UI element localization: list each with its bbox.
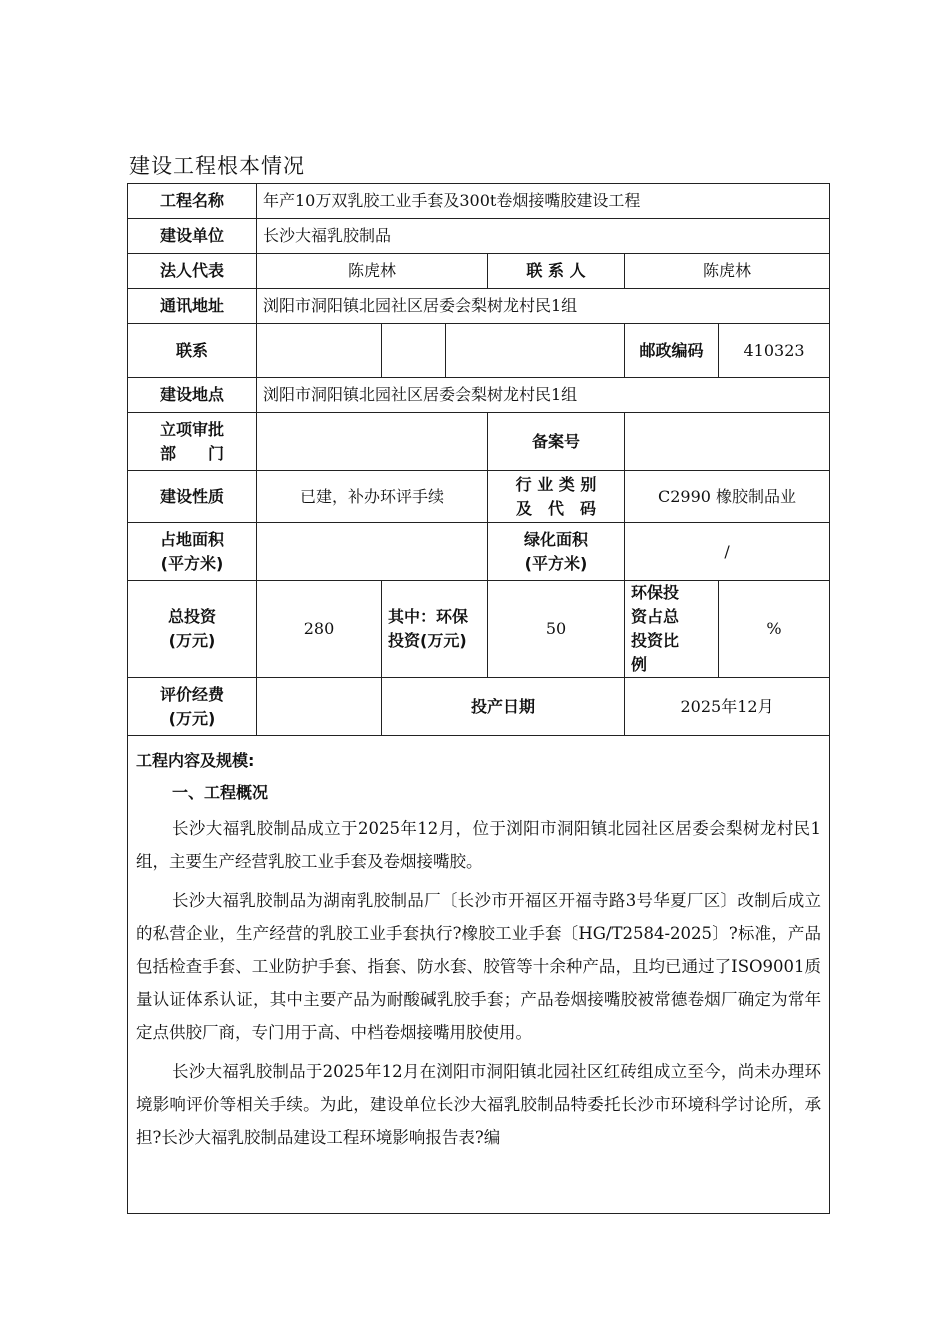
investment-value: 280 <box>257 581 382 678</box>
contact-person-value: 陈虎林 <box>625 254 830 289</box>
env-ratio-value: % <box>719 581 830 678</box>
env-ratio-label <box>625 581 719 678</box>
area-label <box>128 523 257 581</box>
env-investment-label <box>382 581 488 678</box>
section-overview-heading: 一、工程概况 <box>172 783 269 802</box>
row-nature <box>128 471 830 523</box>
legal-rep-label: 法人代表 <box>128 254 257 289</box>
builder-label: 建设单位 <box>128 219 257 254</box>
postal-code-label: 邮政编码 <box>625 324 719 378</box>
record-number-value <box>625 413 830 471</box>
row-legal-rep <box>128 254 830 289</box>
contact-label: 联系 <box>128 324 257 378</box>
project-info-table <box>127 183 830 1214</box>
env-ratio-label-line-3: 投资比 <box>631 631 680 650</box>
project-name-value: 年产10万双乳胶工业手套及300t卷烟接嘴胶建设工程 <box>257 184 830 219</box>
area-value <box>257 523 488 581</box>
start-date-value: 2025年12月 <box>625 678 830 736</box>
row-area <box>128 523 830 581</box>
approval-label-line-2: 部 门 <box>159 443 224 463</box>
row-builder <box>128 219 830 254</box>
builder-value: 长沙大福乳胶制品 <box>257 219 830 254</box>
area-label-line-1: 占地面积 <box>159 529 224 549</box>
fee-label-line-2: (万元) <box>168 708 216 728</box>
row-address <box>128 289 830 324</box>
approval-label-line-1: 立项审批 <box>159 419 224 439</box>
env-ratio-label-line-2: 资占总 <box>631 607 680 626</box>
industry-label-line-2: 及 代 码 <box>515 498 596 518</box>
legal-rep-value: 陈虎林 <box>257 254 488 289</box>
green-area-label <box>488 523 625 581</box>
row-project-name <box>128 184 830 219</box>
row-contact <box>128 324 830 378</box>
project-content-cell <box>128 736 830 1214</box>
env-investment-label-line-1: 其中：环保 <box>388 607 469 626</box>
site-value: 浏阳市洞阳镇北园社区居委会梨树龙村民1组 <box>257 378 830 413</box>
fee-label-line-1: 评价经费 <box>159 684 224 704</box>
industry-label-line-1: 行 业 类 别 <box>515 474 597 494</box>
nature-value: 已建，补办环评手续 <box>257 471 488 523</box>
fee-label <box>128 678 257 736</box>
contact-cell-1 <box>257 324 382 378</box>
address-value: 浏阳市洞阳镇北园社区居委会梨树龙村民1组 <box>257 289 830 324</box>
env-ratio-label-line-1: 环保投 <box>631 583 680 602</box>
content-heading: 工程内容及规模: <box>136 751 255 770</box>
env-ratio-label-line-4: 例 <box>631 655 648 674</box>
address-label: 通讯地址 <box>128 289 257 324</box>
paragraph-3: 长沙大福乳胶制品于2025年12月在浏阳市洞阳镇北园社区红砖组成立至今，尚未办理环境影响评价等相关手续。为此，建设单位长沙大福乳胶制品特委托长沙市环境科学讨论所，承担?长沙大福乳胶制品建设工程环境影响报告表?编 <box>136 1062 822 1147</box>
nature-label: 建设性质 <box>128 471 257 523</box>
env-investment-label-line-2: 投资(万元) <box>388 631 467 650</box>
site-label: 建设地点 <box>128 378 257 413</box>
green-area-value: / <box>625 523 830 581</box>
contact-person-label: 联 系 人 <box>488 254 625 289</box>
start-date-label: 投产日期 <box>382 678 625 736</box>
paragraph-1: 长沙大福乳胶制品成立于2025年12月，位于浏阳市洞阳镇北园社区居委会梨树龙村民1组，主要生产经营乳胶工业手套及卷烟接嘴胶。 <box>136 819 822 871</box>
row-site <box>128 378 830 413</box>
green-area-label-line-1: 绿化面积 <box>523 529 588 549</box>
green-area-label-line-2: (平方米) <box>524 553 588 573</box>
row-investment <box>128 581 830 678</box>
row-approval <box>128 413 830 471</box>
row-fee <box>128 678 830 736</box>
record-number-label: 备案号 <box>488 413 625 471</box>
investment-label-line-1: 总投资 <box>167 607 216 626</box>
area-label-line-2: (平方米) <box>160 553 224 573</box>
row-content <box>128 736 830 1214</box>
postal-code-value: 410323 <box>719 324 830 378</box>
approval-value <box>257 413 488 471</box>
page-title: 建设工程根本情况 <box>129 154 305 178</box>
investment-label-line-2: (万元) <box>168 631 216 650</box>
fee-value <box>257 678 382 736</box>
industry-value: C2990 橡胶制品业 <box>625 471 830 523</box>
industry-label <box>488 471 625 523</box>
project-name-label: 工程名称 <box>128 184 257 219</box>
contact-cell-3 <box>446 324 625 378</box>
investment-label <box>128 581 257 678</box>
contact-cell-2 <box>382 324 446 378</box>
env-investment-value: 50 <box>488 581 625 678</box>
paragraph-2: 长沙大福乳胶制品为湖南乳胶制品厂〔长沙市开福区开福寺路3号华夏厂区〕改制后成立的私营企业，生产经营的乳胶工业手套执行?橡胶工业手套〔HG/T2584-2025〕?标准，产品包括检查手套、工业防护手套、指套、防水套、胶管等十余种产品，且均已通过了ISO9001质量认证体系认证，其中主要产品为耐酸碱乳胶手套；产品卷烟接嘴胶被常德卷烟厂确定为常年定点供胶厂商，专门用于高、中档卷烟接嘴用胶使用。 <box>136 891 822 1042</box>
approval-label <box>128 413 257 471</box>
